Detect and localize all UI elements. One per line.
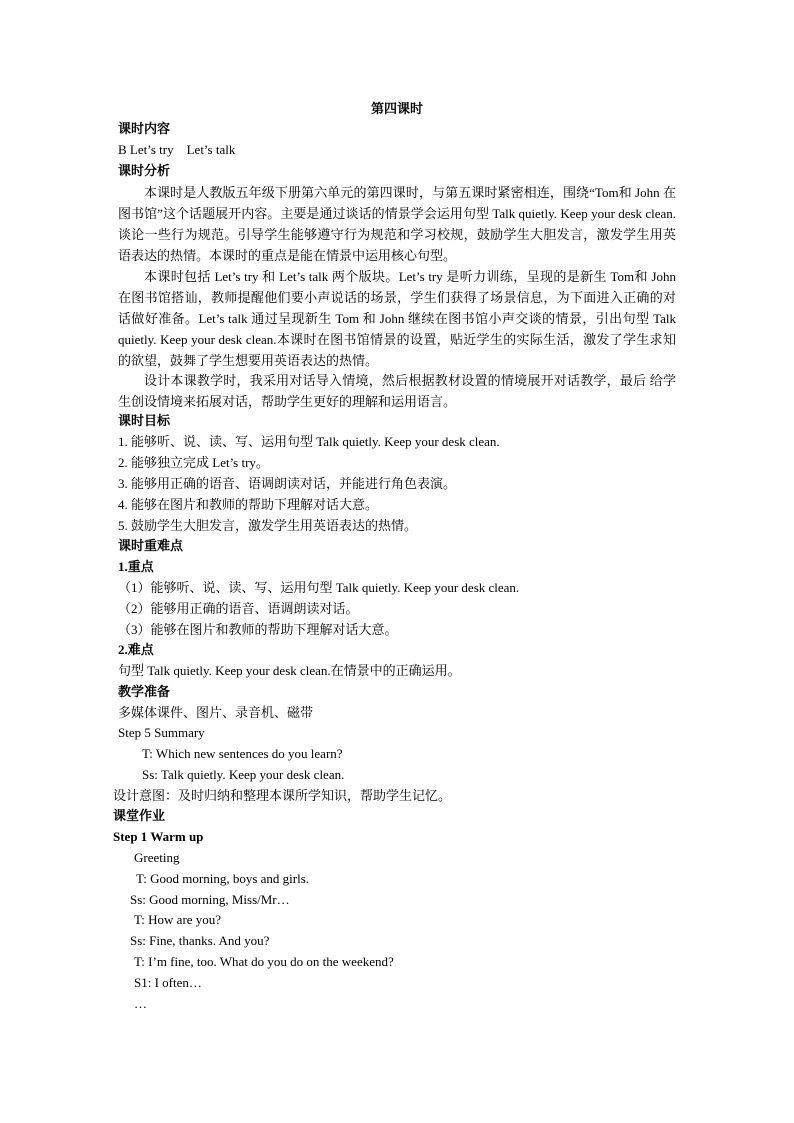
goal-item: 2. 能够独立完成 Let’s try。 — [118, 455, 269, 470]
step1-heading: Step 1 Warm up — [113, 829, 204, 844]
analysis-paragraph-1: 本课时是人教版五年级下册第六单元的第四课时，与第五课时紧密相连，围绕“Tom和 John 在图书馆”这个话题展开内容。主要是通过谈话的情景学会运用句型 Talk quietly. Keep your desk clean.谈论一些行为规范。引导学生能够遵守行为规范和学习校规，鼓励学生大胆发言，激发学生用英语表达的热情。本课时的重点是能在情景中运用核心句型。 — [118, 185, 676, 263]
step5-heading: Step 5 Summary — [118, 725, 205, 740]
key-item: （2）能够用正确的语音、语调朗读对话。 — [118, 601, 359, 616]
prep-text: 多媒体课件、图片、录音机、磁带 — [118, 705, 314, 720]
difficult-heading: 2.难点 — [118, 642, 154, 657]
dialogue-line: Greeting — [134, 850, 180, 865]
goal-item: 4. 能够在图片和教师的帮助下理解对话大意。 — [118, 497, 379, 512]
design-intent: 设计意图：及时归纳和整理本课所学知识，帮助学生记忆。 — [113, 788, 452, 803]
dialogue-line: T: Good morning, boys and girls. — [136, 871, 310, 886]
analysis-paragraph-3: 设计本课教学时，我采用对话导入情境，然后根据教材设置的情境展开对话教学，最后 给学生创设情境来拓展对话，帮助学生更好的理解和运用语言。 — [118, 373, 676, 409]
section-content-heading: 课时内容 — [118, 121, 171, 136]
goal-item: 3. 能够用正确的语音、语调朗读对话，并能进行角色表演。 — [118, 476, 457, 491]
goal-item: 1. 能够听、说、读、写、运用句型 Talk quietly. Keep your desk clean. — [118, 434, 500, 449]
analysis-paragraph-2: 本课时包括 Let’s try 和 Let’s talk 两个版块。Let’s try 是听力训练，呈现的是新生 Tom和 John 在图书馆搭讪，教师提醒他们要小声说话的场景，学生们获得了场景信息，为下面进入正确的对话做好准备。Let’s talk 通过呈现新生 Tom 和 John 继续在图书馆小声交谈的情景，引出句型 Talk quietly. Keep your desk clean.本课时在图书馆情景的设置，贴近学生的实际生活，激发了学生求知的欲望，鼓舞了学生想要用英语表达的热情。 — [118, 269, 676, 368]
dialogue-line: Ss: Fine, thanks. And you? — [130, 933, 270, 948]
section-content-text: B Let’s try Let’s talk — [118, 142, 236, 157]
section-homework-heading: 课堂作业 — [113, 808, 166, 823]
section-goals-heading: 课时目标 — [118, 413, 171, 428]
key-item: （3）能够在图片和教师的帮助下理解对话大意。 — [118, 622, 398, 637]
dialogue-line: T: How are you? — [134, 912, 222, 927]
dialogue-line: Ss: Good morning, Miss/Mr… — [130, 892, 290, 907]
difficult-text: 句型 Talk quietly. Keep your desk clean.在情景中的正确运用。 — [118, 663, 461, 678]
section-prep-heading: 教学准备 — [118, 684, 171, 699]
step5-students-line: Ss: Talk quietly. Keep your desk clean. — [142, 767, 345, 782]
page-title: 第四课时 — [370, 101, 423, 116]
goal-item: 5. 鼓励学生大胆发言，激发学生用英语表达的热情。 — [118, 518, 418, 533]
section-analysis-heading: 课时分析 — [118, 163, 171, 178]
key-heading: 1.重点 — [118, 559, 154, 574]
dialogue-line: T: I’m fine, too. What do you do on the weekend? — [134, 954, 394, 969]
section-keypoints-heading: 课时重难点 — [118, 538, 184, 553]
step5-teacher-line: T: Which new sentences do you learn? — [142, 746, 343, 761]
key-item: （1）能够听、说、读、写、运用句型 Talk quietly. Keep your desk clean. — [118, 580, 520, 595]
dialogue-line: … — [134, 996, 147, 1011]
dialogue-line: S1: I often… — [134, 975, 202, 990]
